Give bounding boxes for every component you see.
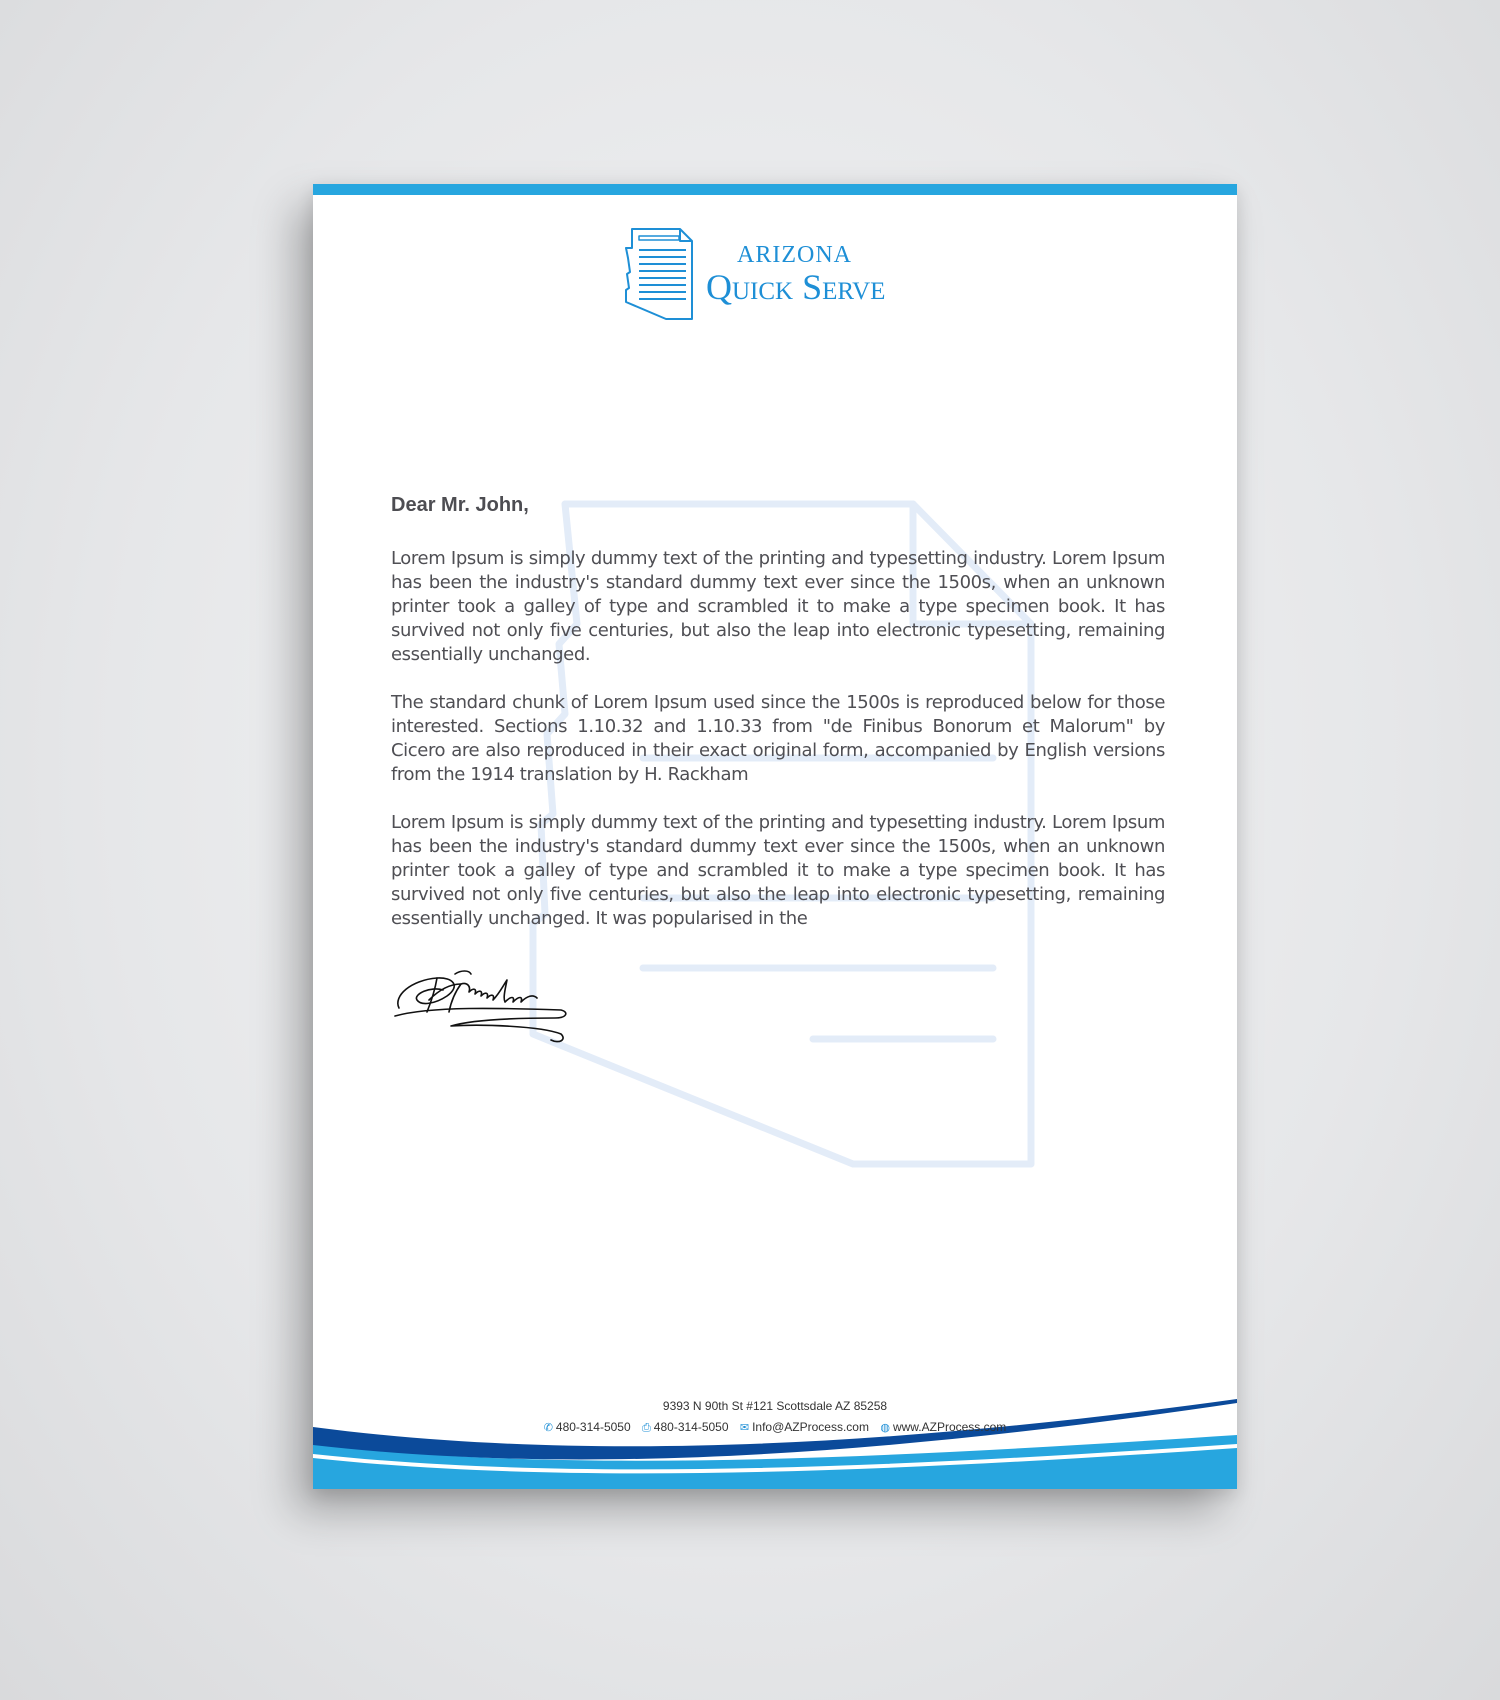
logo-text-quick-serve: Quick Serve [706,267,886,307]
mail-icon: ✉ [739,1422,750,1434]
footer-phone [544,1420,631,1434]
footer-fax [642,1420,729,1435]
phone-icon: ✆ [543,1422,553,1434]
company-logo [620,226,940,326]
footer-email[interactable] [740,1420,869,1434]
footer-fax-text: 480-314-5050 [653,1420,729,1434]
letter-paragraph-2: The standard chunk of Lorem Ipsum used since the 1500s is reproduced below for those interested. Sections 1.10.32 and 1.10.33 from "de Finibus Bonorum et Malorum" by Cicero are also reproduced in their exact original form, accompanied by English versions from the 1914 translation by H. Rackham [391,692,1165,785]
arizona-document-icon [620,226,700,326]
letterhead-page [313,184,1237,1489]
letter-body [391,494,1165,955]
letterhead-footer [313,1399,1237,1489]
handwritten-signature-icon [391,956,571,1046]
fax-icon: ⎙ [641,1422,651,1434]
globe-icon: ◍ [880,1422,890,1434]
letter-paragraph-1: Lorem Ipsum is simply dummy text of the printing and typesetting industry. Lorem Ipsum has been the industry's standard dummy text ever since the 1500s, when an unknown printer took a galley of type and scrambled it to make a type specimen book. It has survived not only five centuries, but also the leap into electronic typesetting, remaining essentially unchanged. [391,548,1165,665]
salutation: Dear Mr. John, [391,494,529,516]
footer-address: 9393 N 90th St #121 Scottsdale AZ 85258 [662,1399,888,1413]
top-accent-bar [313,184,1237,195]
footer-phone-text: 480-314-5050 [555,1420,631,1434]
footer-website[interactable] [880,1420,1006,1434]
logo-text-arizona: ARIZONA [737,242,852,268]
footer-email-text[interactable]: Info@AZProcess.com [752,1420,869,1434]
footer-contacts [313,1420,1237,1435]
footer-website-text[interactable]: www.AZProcess.com [892,1420,1007,1434]
letter-paragraph-3: Lorem Ipsum is simply dummy text of the printing and typesetting industry. Lorem Ipsum has been the industry's standard dummy text ever since the 1500s, when an unknown printer took a galley of type and scrambled it to make a type specimen book. It has survived not only five centuries, but also the leap into electronic typesetting, remaining essentially unchanged. It was popularised in the [391,812,1165,929]
